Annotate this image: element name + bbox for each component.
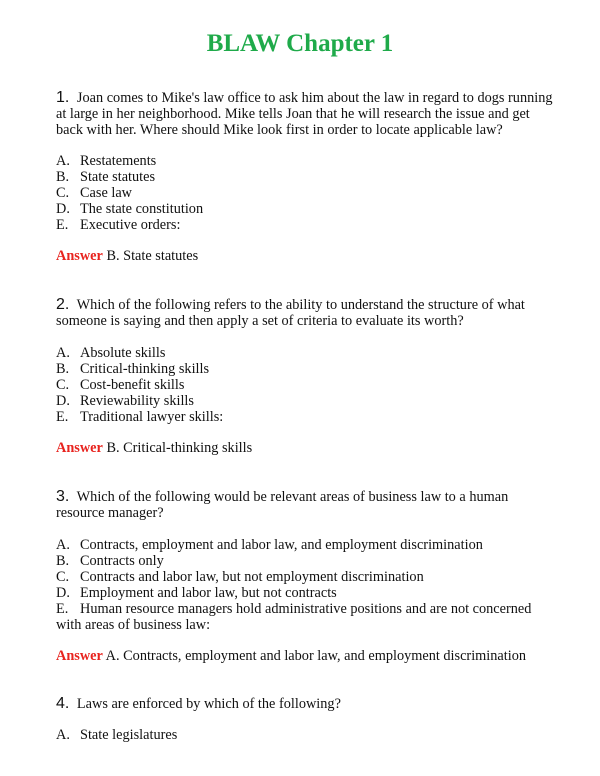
question-text: Which of the following would be relevant areas of business law to a human resource manager? [56,489,509,521]
question-1 [56,90,556,138]
answer-3 [56,648,556,664]
option-3a: A. Contracts, employment and labor law, and employment discrimination [56,537,483,553]
answer-text: B. Critical-thinking skills [106,440,253,456]
option-2d: D. Reviewability skills [56,393,194,409]
option-2b: B. Critical-thinking skills [56,361,210,377]
option-1b: B. State statutes [56,169,156,185]
option-3c: C. Contracts and labor law, but not employment discrimination [56,569,424,585]
answer-1 [56,248,556,264]
option-2c: C. Cost-benefit skills [56,377,185,393]
question-number: 1. [56,89,70,106]
answer-text: A. Contracts, employment and labor law, and employment discrimination [105,648,526,664]
option-1a: A. Restatements [56,153,157,169]
option-2e: E. Traditional lawyer skills: [56,409,224,425]
question-number: 3. [56,488,70,505]
question-number: 2. [56,296,70,313]
answer-label: Answer [56,648,103,664]
page-title: BLAW Chapter 1 [206,30,394,57]
question-3 [56,489,556,521]
question-2 [56,297,556,329]
option-4a: A. State legislatures [56,727,178,743]
option-2a: A. Absolute skills [56,345,166,361]
option-3d: D. Employment and labor law, but not contracts [56,585,337,601]
option-1e: E. Executive orders: [56,217,181,233]
answer-label: Answer [56,440,103,456]
question-number: 4. [56,695,70,712]
question-text: Joan comes to Mike's law office to ask him about the law in regard to dogs running at large in her neighborhood. Mike tells Joan that he will research the issue and get back with her. Where should Mike look first in order to locate applicable law? [56,90,553,138]
question-text: Laws are enforced by which of the following? [76,696,341,712]
question-4 [56,696,556,712]
answer-text: B. State statutes [106,248,199,264]
option-1d: D. The state constitution [56,201,204,217]
option-3b: B. Contracts only [56,553,164,569]
answer-label: Answer [56,248,103,264]
option-1c: C. Case law [56,185,133,201]
option-3e: E. Human resource managers hold administrative positions and are not concerned with areas of business law: [56,601,532,633]
question-text: Which of the following refers to the ability to understand the structure of what someone is saying and then apply a set of criteria to evaluate its worth? [56,297,525,329]
answer-2 [56,440,556,456]
